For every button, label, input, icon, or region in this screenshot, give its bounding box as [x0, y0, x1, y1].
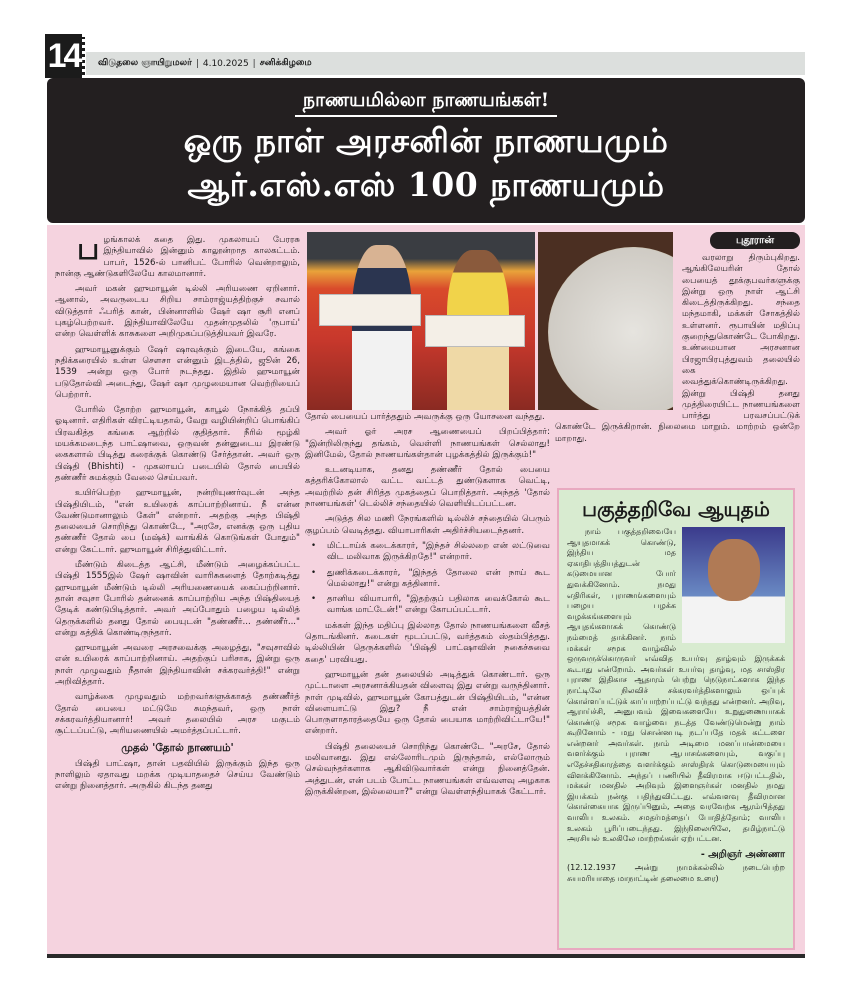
page-number: 14 — [45, 34, 85, 78]
headline-kicker: நாணயமில்லா நாணயங்கள்! — [295, 88, 557, 117]
paragraph: அடுத்த சில மணி நேரங்களில் டில்லிச் சந்தையில் பெரும் குழப்பம் வெடித்தது. வியாபாரிகள் அதிர்ச்சியடைந்தனர். — [305, 514, 550, 536]
paragraph: அவர் மகன் ஹுமாயூன் டில்லி அரியணை ஏறினார். ஆனால், அவருடைய சிறிய சாம்ராஜ்யத்திற்குச் சவால் விடுத்தார் ஃபரித் கான், பின்னாளில் ஷேர் ஷா சூரி எனப் புகழ்பெற்றவர். இந்தியாவிலேயே முதன்முதலில் 'ருபாய்' என்ற வெள்ளிக் காசுகளை அறிமுகப்படுத்தியவர் இவரே. — [55, 284, 300, 340]
paragraph: ஹுமாயூனுக்கும் ஷேர் ஷாவுக்கும் இடையே, கங்கை நதிக்கரையில் உள்ள சௌசா என்னும் இடத்தில், ஜூன் 26, 1539 அன்று ஒரு போர் நடந்தது. இதில் ஹுமாயூன் படுதோல்வி அடைந்து, ஷேர் ஷா முழுமையான வெற்றியைப் பெற்றார். — [55, 344, 300, 400]
paragraph: வாழ்க்கை முழுவதும் மற்றவர்களுக்காகத் தண்ணீர்த் தோல் பையை மட்டுமே சுமந்தவர், ஒரு நாள் சக்கரவர்த்தியானார்! அவர் தலையில் அரச மகுடம் சூட்டப்பட்டு, அரியணையில் அமர்த்தப்பட்டார். — [55, 692, 300, 737]
author-byline: புதூரான் — [710, 232, 800, 249]
paragraph: வரலாறு திரும்புகிறது. ஆங்கிலேயரின் தோல் பையைத் தூக்குபவர்களுக்கு இன்று ஒரு நாள் ஆட்சி கிடைத்திருக்கிறது. சந்தை மந்தமாகி, மக்கள் சோகத்தில் உள்ளனர். ரூபாயின் மதிப்பு குறைந்துகொண்டே போகிறது. உண்மையான அரசனான பிரஜாபிரபுத்துவம் தலையில் கை வைத்துக்கொண்டிருக்கிறது. இன்று பிஷ்தி தனது முத்திரையிட்ட நாணயங்களை பார்த்து பரவசப்பட்டுக் கொண்டே இருக்கிறான். நிலைமை மாறும். மாற்றம் ஒன்றே மாறாது. — [555, 253, 800, 444]
issue-day: சனிக்கிழமை — [259, 58, 312, 68]
paragraph: மீண்டும் கிடைத்த ஆட்சி, மீண்டும் அழைக்கப்பட்ட பிஷ்தி 1555இல் ஷேர் ஷாவின் வாரிசுகளைத் தோற்கடித்து ஹுமாயூன் மீண்டும் டில்லி அரியணையைக் கைப்பற்றினார். தான் சவுசா போரில் தன்னைக் காப்பாற்றிய அந்த பிஷ்தியைத் தேடிக் கண்டுபிடித்தார். அவர் அப்போதும் பழைய டில்லித் தெருக்களில் தனது தோல் பையுடன் "தண்ணீர்... தண்ணீர்..." என்று கத்திக் கொண்டிருந்தார். — [55, 560, 300, 638]
quote-source-note: (12.12.1937 அன்று நாமக்கல்லில் நடைபெற்ற சுயமரியாதை மாநாட்டின் தலைமை உரை) — [567, 863, 785, 883]
article-body — [47, 225, 805, 958]
paragraph: மக்கள் இந்த மதிப்பு இல்லாத தோல் நாணயங்களை வீசத் தொடங்கினர். கடைகள் மூடப்பட்டு, வர்த்தகம் ஸ்தம்பித்தது. டில்லியின் தெருக்களில் 'பிஷ்தி பாட்ஷாவின் நகைச்சுவை கதை' பரவியது. — [305, 620, 550, 665]
masthead-bar — [86, 52, 805, 75]
subheading: முதல் 'தோல் நாணயம்' — [121, 742, 234, 755]
separator: | — [252, 58, 256, 69]
article-column-middle — [305, 225, 550, 950]
headline-line-2: ஆர்.எஸ்.எஸ் 100 நாணயமும் — [187, 165, 665, 204]
paragraph: பிஷ்தி தலையைச் சொறிந்து கொண்டே "அரசே, தோல் மலிவானது. இது எல்லோரிடமும் இருந்தால், எல்லோரும் செல்வந்தர்களாக ஆகிவிடுவார்கள் என்று நினைத்தேன். அத்துடன், என் படம் போட்ட நாணயங்கள் எவ்வளவு அழகாக இருக்கின்றன, இல்லையா?" என்று வெள்ளந்தியாகக் கேட்டார். — [305, 741, 550, 797]
separator: | — [195, 58, 199, 69]
headline-box — [47, 78, 805, 223]
paragraph: பிஷ்தி பாட்ஷா, தான் பதவியில் இருக்கும் இந்த ஒரு நாளிலும் ஏதாவது மறக்க முடியாததைச் செய்ய வேண்டும் என்று நினைத்தார். அருகில் கிடந்த தனது — [55, 758, 300, 792]
quote-box — [557, 488, 795, 950]
paragraph: தோல் பையைப் பார்த்ததும் அவருக்கு ஒரு யோசனை வந்தது. — [305, 412, 545, 422]
bullet-item: • மிட்டாய்க் கடைக்காரர், "இந்தச் சில்லறை என் லட்டுவை விட மலிவாக இருக்கிறதே!" என்றார். — [305, 541, 550, 564]
paragraph: ஹுமாயூன் தன் தலையில் அடித்துக் கொண்டார். ஒரு முட்டாளை அரசனாக்கியதன் விளைவு இது என்று வருந்தினார். நாள் முடிவில், ஹுமாயூன் கோபத்துடன் பிஷ்தியிடம், "என்ன விளையாட்டு இது? நீ என் சாம்ராஜ்யத்தின் பொருளாதாரத்தையே ஒரு தோல் பையாக மாற்றிவிட்டாயே!" என்றார். — [305, 669, 550, 737]
quote-title: பகுத்தறிவே ஆயுதம் — [582, 497, 770, 521]
issue-date: 4.10.2025 — [202, 58, 249, 69]
bullet-item: • துணிக்கடைக்காரர், "இந்தத் தோலை என் நாய் கூட மெல்லாது!" என்று கத்தினார். — [305, 568, 550, 591]
drop-cap: ப — [77, 232, 100, 267]
paragraph: உடனடியாக, தனது தண்ணீர் தோல் பையை கத்தரிக்கோலால் வட்ட வட்டத் துண்டுகளாக வெட்டி, அவற்றில் தன் சிரித்த முகத்தைப் பொறித்தார். அந்தத் 'தோல் நாணயங்கள்' டெல்லிச் சந்தையில் வெளியிடப்பட்டன. — [305, 465, 550, 510]
paragraph: உயிர்பெற்ற ஹுமாயூன், நன்றியுணர்வுடன் அந்த பிஷ்தியிடம், "என் உயிரைக் காப்பாற்றினாய். நீ என்ன வேண்டுமானாலும் கேள்" என்றார். அதற்கு அந்த பிஷ்தி தலையைச் சொறிந்து கொண்டே, "அரசே, எனக்கு ஒரு புதிய தண்ணீர் தோல் பை (மஷ்க்) வாங்கிக் கொடுங்கள் போதும்" என்று கேட்டார். ஹுமாயூன் சிரித்துவிட்டார். — [55, 488, 300, 555]
quote-text: நாம் பகுத்தறிவையே ஆயுதமாகக் கொண்டு, இந்திய மத ஏகாதிபத்தியத்துடன் கடுமையான போர் துவக்கினோம். நமது எதிரிகள், புராணங்களையும் பழைய பழக்க வழக்கங்களையும் ஆயுதங்களாகக் கொண்டு நம்மைத் தாக்கினர். நாம் மக்கள் சமூக வாழ்வில் ஒருவருக்கொருவர் எவ்வித உயர்வு தாழ்வும் இருக்கக் கூடாது என்றோம். அவர்கள் உயர்வு தாழ்வு, மத சாஸ்திர புராண இதிகாச ஆதாரம் பெற்று நெடுநாட்களாக இந்த நாட்டிலே நிலவிச் சக்கரவர்த்திகளாலும் ஒப்புக் கொள்ளப்பட்டுக் காப்பாற்றப்பட்டு வந்தது என்றனர். அறிவு, ஆராய்ச்சி, அனுபவம் இவைகளையே உறுதுணையாகக் கொண்டு சமூக வாழ்வை நடத்த வேண்டுமென்று நாம் கூறினோம் - மநு சொன்னபடி நடப்பதே மதக் கட்டளை என்றனர் அவர்கள். நாம் அடிமை மனப்பான்மையை வளர்க்கும் புராண ஆபாசங்களையும், வகுப்பு எதேச்சதிகாரத்தை வளர்க்கும் சாஸ்திரக் கொடுமையையும் விளக்கினோம். அந்தப் பணியில் தீவிரமாக ஈடுபட்டதில், மக்கள் மனதில் அறிவும் இளைஞர்கள் மனதில் நமது இயக்கம் நன்கு பதிந்துவிட்டது. எவ்வளவு தீவிரமான கொள்கையாக இருப்பினும், அதை வரவேற்க ஆரம்பித்தது வாலிப உலகம். சமதர்மத்தைப் போதித்தோம்; வாலிப உலகம் பூரிப்படைந்தது. இந்நிலையிலே, தமிழ்நாட்டு அரசியல் உலகிலே மாற்றங்கள் ஏற்பட்டன. — [567, 527, 785, 844]
paragraph: ஹுமாயூன் அவரை அரசவைக்கு அழைத்து, "சவுசாவில் என் உயிரைக் காப்பாற்றினாய். அதற்குப் பரிசாக, இன்று ஒரு நாள் முழுவதும் நீதான் இந்தியாவின் சக்கரவர்த்தி!" என்று அறிவித்தார். — [55, 643, 300, 687]
paragraph: ழங்காலக் கதை இது. முகலாயப் பேரரசு இந்தியாவில் இன்னும் காலூன்றாத காலகட்டம். பாபர், 1526-ல் பானிபட் போரில் வென்றாலும், நான்கு ஆண்டுகளிலேயே காலமானார். — [55, 235, 300, 279]
article-column-left — [55, 225, 300, 950]
paragraph: அவர் ஓர் அரச ஆணையைப் பிறப்பித்தார்: "இன்றிலிருந்து தங்கம், வெள்ளி நாணயங்கள் செல்லாது! இனிமேல், தோல் நாணயங்கள்தான் புழக்கத்தில் இருக்கும்!" — [305, 427, 550, 460]
author-portrait — [682, 527, 785, 643]
publication-name: விடுதலை ஞாயிறுமலர் — [98, 58, 192, 68]
bullet-item: • தானிய வியாபாரி, "இதற்குப் பதிலாக வைக்கோல் கூட வாங்க மாட்டேன்!" என்று கோபப்பட்டார். — [305, 594, 550, 617]
headline-line-1: ஒரு நாள் அரசனின் நாணயமும் — [183, 121, 669, 160]
quote-signature: - அறிஞர் அண்ணா — [700, 848, 785, 860]
paragraph: போரில் தோற்ற ஹுமாயூன், காபூல் நோக்கித் தப்பி ஓடினார். எதிரிகள் விரட்டியதால், வேறு வழியின்றிப் பொங்கிப் பிரவகித்த கங்கை ஆற்றில் குதித்தார். நீரில் மூழ்கி மயக்கமடைந்த பாட்ஷாவை, ஒருவன் தன்னுடைய இரண்டு கைகளால் பிடித்து கரைக்குக் கொண்டு சேர்த்தான். அவர் ஒரு பிஷ்தி (Bhishti) - முகலாயப் படையில் தோல் பையில் தண்ணீர் சுமக்கும் வேலை செய்பவர். — [55, 405, 300, 483]
